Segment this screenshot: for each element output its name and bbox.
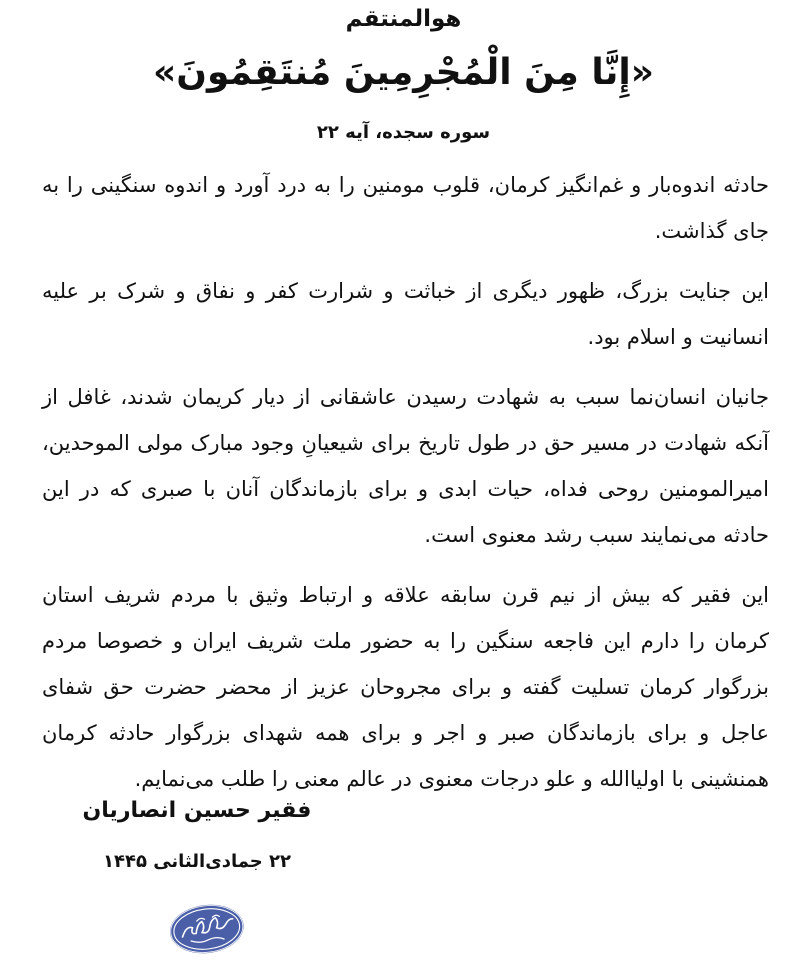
paragraph-1: حادثه اندوه‌بار و غم‌انگیز کرمان، قلوب مومنین را به درد آورد و اندوه سنگینی را به جای گذاشت. xyxy=(42,173,769,243)
verse-source: سوره سجده، آیه ۲۲ xyxy=(316,122,491,143)
seal-stamp-icon xyxy=(165,898,249,963)
signature-block xyxy=(82,798,312,872)
signature-name: فقیر حسین انصاریان xyxy=(82,798,312,823)
signature-date: ۲۲ جمادی‌الثانی ۱۴۴۵ xyxy=(102,851,291,872)
paragraph-4: این فقیر که بیش از نیم قرن سابقه علاقه و ارتباط وثیق با مردم شریف استان کرمان را دارم این فاجعه سنگین را به حضور ملت شریف ایران و خصوصا مردم بزرگوار کرمان تسلیت گفته و برای مجروحان عزیز از محضر حضرت حق شفای عاجل و برای بازماندگان صبر و اجر و برای همه شهدای بزرگوار حادثه کرمان همنشینی با اولیاالله و علو درجات معنوی در عالم معنی را طلب می‌نمایم. xyxy=(42,583,769,791)
quran-verse: «إِنَّا مِنَ الْمُجْرِمِينَ مُنتَقِمُونَ» xyxy=(153,52,654,93)
paragraph-2: این جنایت بزرگ، ظهور دیگری از خباثت و شرارت کفر و نفاق و شرک بر علیه انسانیت و اسلام بود. xyxy=(42,279,769,349)
invocation-heading: هوالمنتقم xyxy=(345,6,462,32)
paragraph-3: جانیان انسان‌نما سبب به شهادت رسیدن عاشقانی از دیار کریمان شدند، غافل از آنکه شهادت در مسیر حق در طول تاریخ برای شیعیانِ وجود مبارک مولی الموحدین، امیرالمومنین روحی فداه، حیات ابدی و برای بازماندگان آنان با صبری که در این حادثه می‌نمایند سبب رشد معنوی است. xyxy=(42,385,769,547)
letter-body xyxy=(42,162,769,816)
